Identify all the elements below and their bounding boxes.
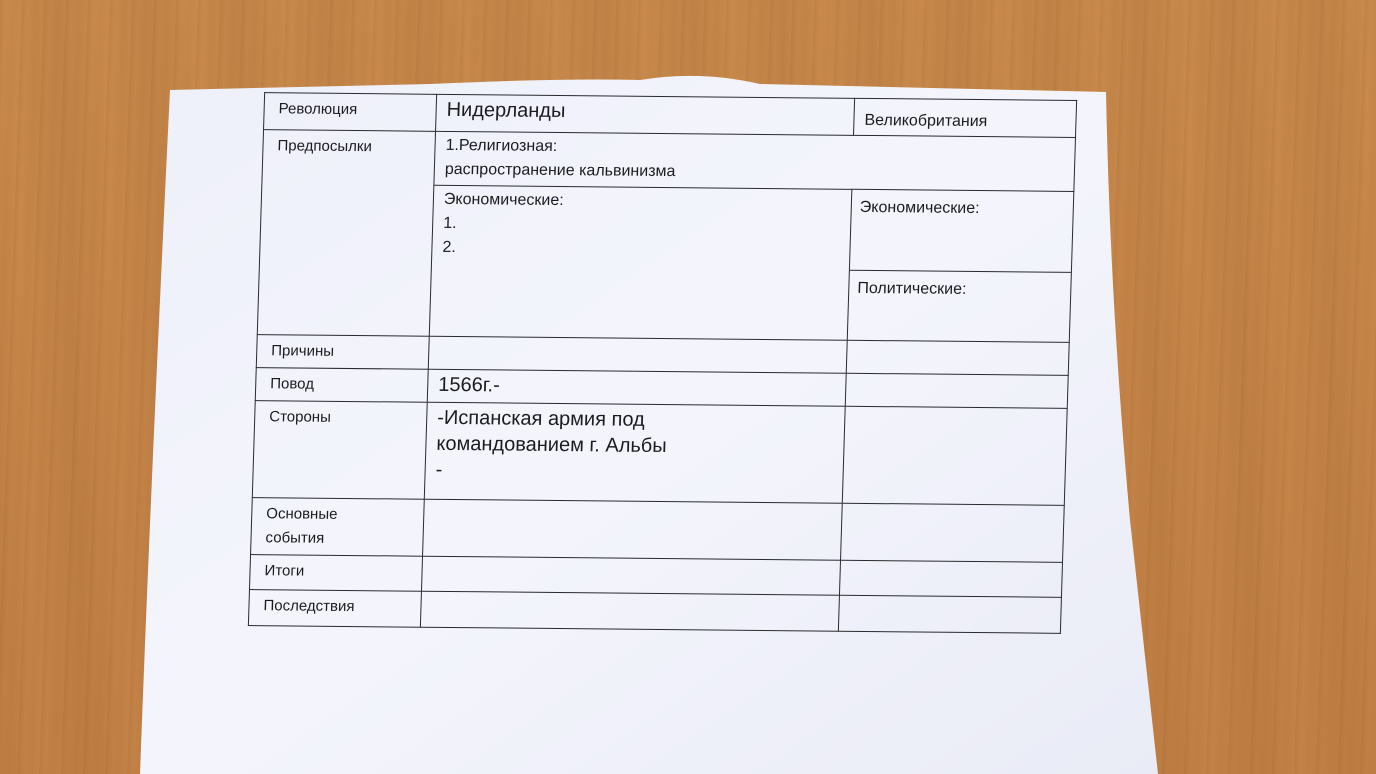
sides-nl-line-2: командованием г. Альбы	[436, 433, 668, 458]
revolution-comparison-table	[248, 92, 1077, 634]
events-label-line-2: события	[265, 529, 325, 547]
header-label-revolution: Революция	[264, 93, 437, 132]
cell-prereq-religious	[434, 132, 1076, 192]
econ-nl-item-1: 1.	[442, 214, 457, 232]
cell-results-gb	[839, 561, 1062, 597]
econ-nl-title: Экономические:	[443, 190, 564, 209]
row-label-sides: Стороны	[252, 401, 427, 499]
cell-prereq-gb	[847, 189, 1074, 342]
religious-line-2: распространение кальвинизма	[444, 161, 676, 181]
row-label-prerequisites: Предпосылки	[257, 130, 435, 336]
cell-consequences-gb	[838, 595, 1061, 633]
row-label-pretext: Повод	[255, 368, 428, 403]
events-label-line-1: Основные	[266, 505, 338, 523]
revolution-table-wrapper	[248, 92, 1076, 634]
table-row-consequences	[248, 589, 1061, 633]
cell-events-nl	[423, 499, 843, 560]
cell-sides-gb	[842, 407, 1067, 506]
pol-gb-title: Политические:	[857, 279, 967, 298]
sides-nl-line-3: -	[435, 459, 443, 482]
religious-line-1: 1.Религиозная:	[445, 137, 558, 156]
cell-events-gb	[841, 503, 1065, 563]
table-row-prereq-religious	[262, 130, 1076, 191]
sides-nl-line-1: -Испанская армия под	[436, 407, 646, 432]
cell-results-nl	[421, 557, 840, 595]
cell-pretext-nl: 1566г.-	[427, 369, 846, 406]
table-row-sides	[252, 401, 1067, 505]
header-netherlands: Нидерланды	[436, 94, 855, 135]
cell-causes-nl	[428, 336, 847, 373]
econ-nl-item-2: 2.	[442, 238, 457, 256]
table-row-events	[251, 498, 1065, 563]
econ-gb-title: Экономические:	[850, 189, 1073, 272]
cell-prereq-econ-nl	[429, 185, 852, 340]
cell-sides-nl	[424, 402, 845, 503]
row-label-results: Итоги	[249, 555, 422, 591]
row-label-consequences: Последствия	[248, 589, 421, 627]
cell-pretext-gb	[845, 373, 1068, 408]
row-label-events	[251, 498, 425, 557]
cell-causes-gb	[846, 340, 1069, 375]
header-great-britain: Великобритания	[853, 98, 1076, 137]
cell-consequences-nl	[420, 591, 839, 631]
row-label-causes: Причины	[256, 334, 429, 369]
